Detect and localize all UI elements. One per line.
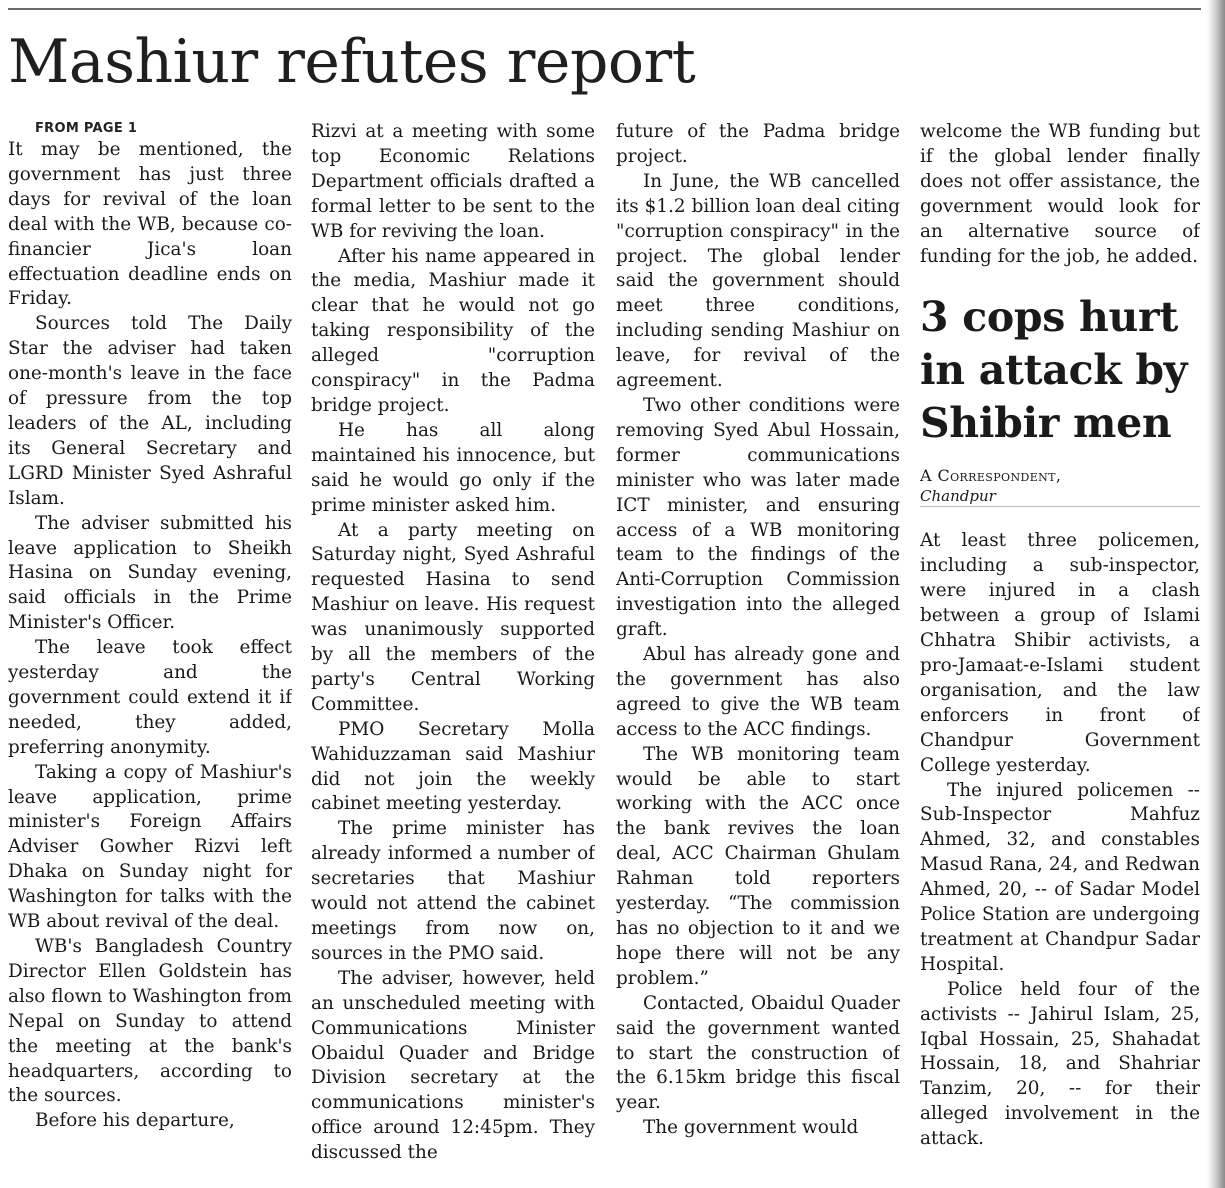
column-1 (8, 120, 292, 1188)
paragraph: He has all along maintained his innocence, but said he would go only if the prime minister asked him. (311, 419, 595, 516)
page-edge-shadow (1207, 0, 1225, 1188)
paragraph: At a party meeting on Saturday night, Syed Ashraful requested Hasina to send Mashiur on leave. His request was unanimously supported by all the members of the party's Central Working Committee. (311, 519, 595, 715)
paragraph: PMO Secretary Molla Wahiduzzaman said Mashiur did not join the weekly cabinet meeting yesterday. (311, 718, 595, 815)
paragraph: The injured policemen -- Sub-Inspector Mahfuz Ahmed, 32, and constables Masud Rana, 24, and Redwan Ahmed, 20, -- of Sadar Model Police Station are undergoing treatment at Chandpur Sadar Hospital. (920, 779, 1200, 975)
paragraph: Abul has already gone and the government has also agreed to give the WB team access to the ACC findings. (616, 644, 900, 740)
byline (920, 466, 1200, 486)
top-rule (8, 8, 1201, 10)
paragraph: Two other conditions were removing Syed Abul Hossain, former communications minister who was later made ICT minister, and ensuring access of a WB monitoring team to the findings of the Anti-Corruption Commission investigation into the alleged graft. (616, 394, 900, 641)
paragraph: The WB monitoring team would be able to start working with the ACC once the bank revives the loan deal, ACC Chairman Ghulam Rahman told reporters yesterday. “The commission has no objection to it and we hope there will not be any problem.” (616, 743, 900, 989)
paragraph-continued: future of the Padma bridge project. (616, 121, 900, 167)
column-3 (616, 120, 900, 1188)
column-2 (311, 120, 595, 1188)
paragraph: At least three policemen, including a sub-inspector, were injured in a clash between a group of Islami Chhatra Shibir activists, a pro-Jamaat-e-Islami student organisation, and the law enforcers in front of Chandpur Government College yesterday. (920, 530, 1200, 776)
continued-from-kicker: FROM PAGE 1 (35, 121, 138, 136)
paragraph: In June, the WB cancelled its $1.2 billion loan deal citing "corruption conspiracy" in the project. The global lender said the government should meet three conditions, including sending Mashiur on leave, for revival of the agreement. (616, 170, 900, 392)
paragraph-continues: The adviser, however, held an unscheduled meeting with Communications Minister Obaidul Quader and Bridge Division secretary at the communications minister's office around 12:45pm. They discussed the (311, 967, 595, 1164)
dateline: Chandpur (920, 487, 996, 506)
column-4 (920, 120, 1200, 1188)
story-headline: Mashiur refutes report (8, 27, 696, 97)
paragraph-continued: welcome the WB funding but if the global lender finally does not offer assistance, the government would look for an alternative source of funding for the job, he added. (920, 121, 1200, 267)
paragraph: It may be mentioned, the government has just three days for revival of the loan deal with the WB, because co-financier Jica's loan effectuation deadline ends on Friday. (8, 139, 292, 310)
paragraph: After his name appeared in the media, Mashiur made it clear that he would not go taking responsibility of the alleged "corruption conspiracy" in the Padma bridge project. (311, 245, 595, 416)
paragraph: Taking a copy of Mashiur's leave application, prime minister's Foreign Affairs Adviser Gowher Rizvi left Dhaka on Sunday night for Washington for talks with the WB about revival of the deal. (8, 761, 292, 933)
paragraph-continues: Before his departure, (35, 1110, 235, 1132)
paragraph: The leave took effect yesterday and the government could extend it if needed, they added, preferring anonymity. (8, 637, 292, 758)
paragraph-continued: Rizvi at a meeting with some top Economic Relations Department officials drafted a formal letter to be sent to the WB for reviving the loan. (311, 121, 595, 242)
paragraph: The adviser submitted his leave application to Sheikh Hasina on Sunday evening, said officials in the Prime Minister's Officer. (8, 512, 292, 634)
paragraph: WB's Bangladesh Country Director Ellen Goldstein has also flown to Washington from Nepal on Sunday to attend the meeting at the bank's headquarters, according to the sources. (8, 936, 292, 1107)
paragraph-continues: The government would (643, 1117, 859, 1139)
byline-divider (920, 506, 1200, 507)
paragraph: The prime minister has already informed a number of secretaries that Mashiur would not attend the cabinet meetings from now on, sources in the PMO said. (311, 818, 595, 964)
paragraph: Contacted, Obaidul Quader said the government wanted to start the construction of the 6.15km bridge this fiscal year. (616, 992, 900, 1114)
byline-text: A Correspondent, (920, 466, 1062, 486)
paragraph: Sources told The Daily Star the adviser had taken one-month's leave in the face of pressure from the top leaders of the AL, including its General Secretary and LGRD Minister Syed Ashraful Islam. (8, 313, 292, 509)
second-story-headline: 3 cops hurt in attack by Shibir men (920, 293, 1188, 448)
paragraph: Police held four of the activists -- Jahirul Islam, 25, Iqbal Hossain, 25, Shahadat Hossain, 18, and Shahriar Tanzim, 20, -- for their alleged involvement in the attack. (920, 978, 1200, 1150)
